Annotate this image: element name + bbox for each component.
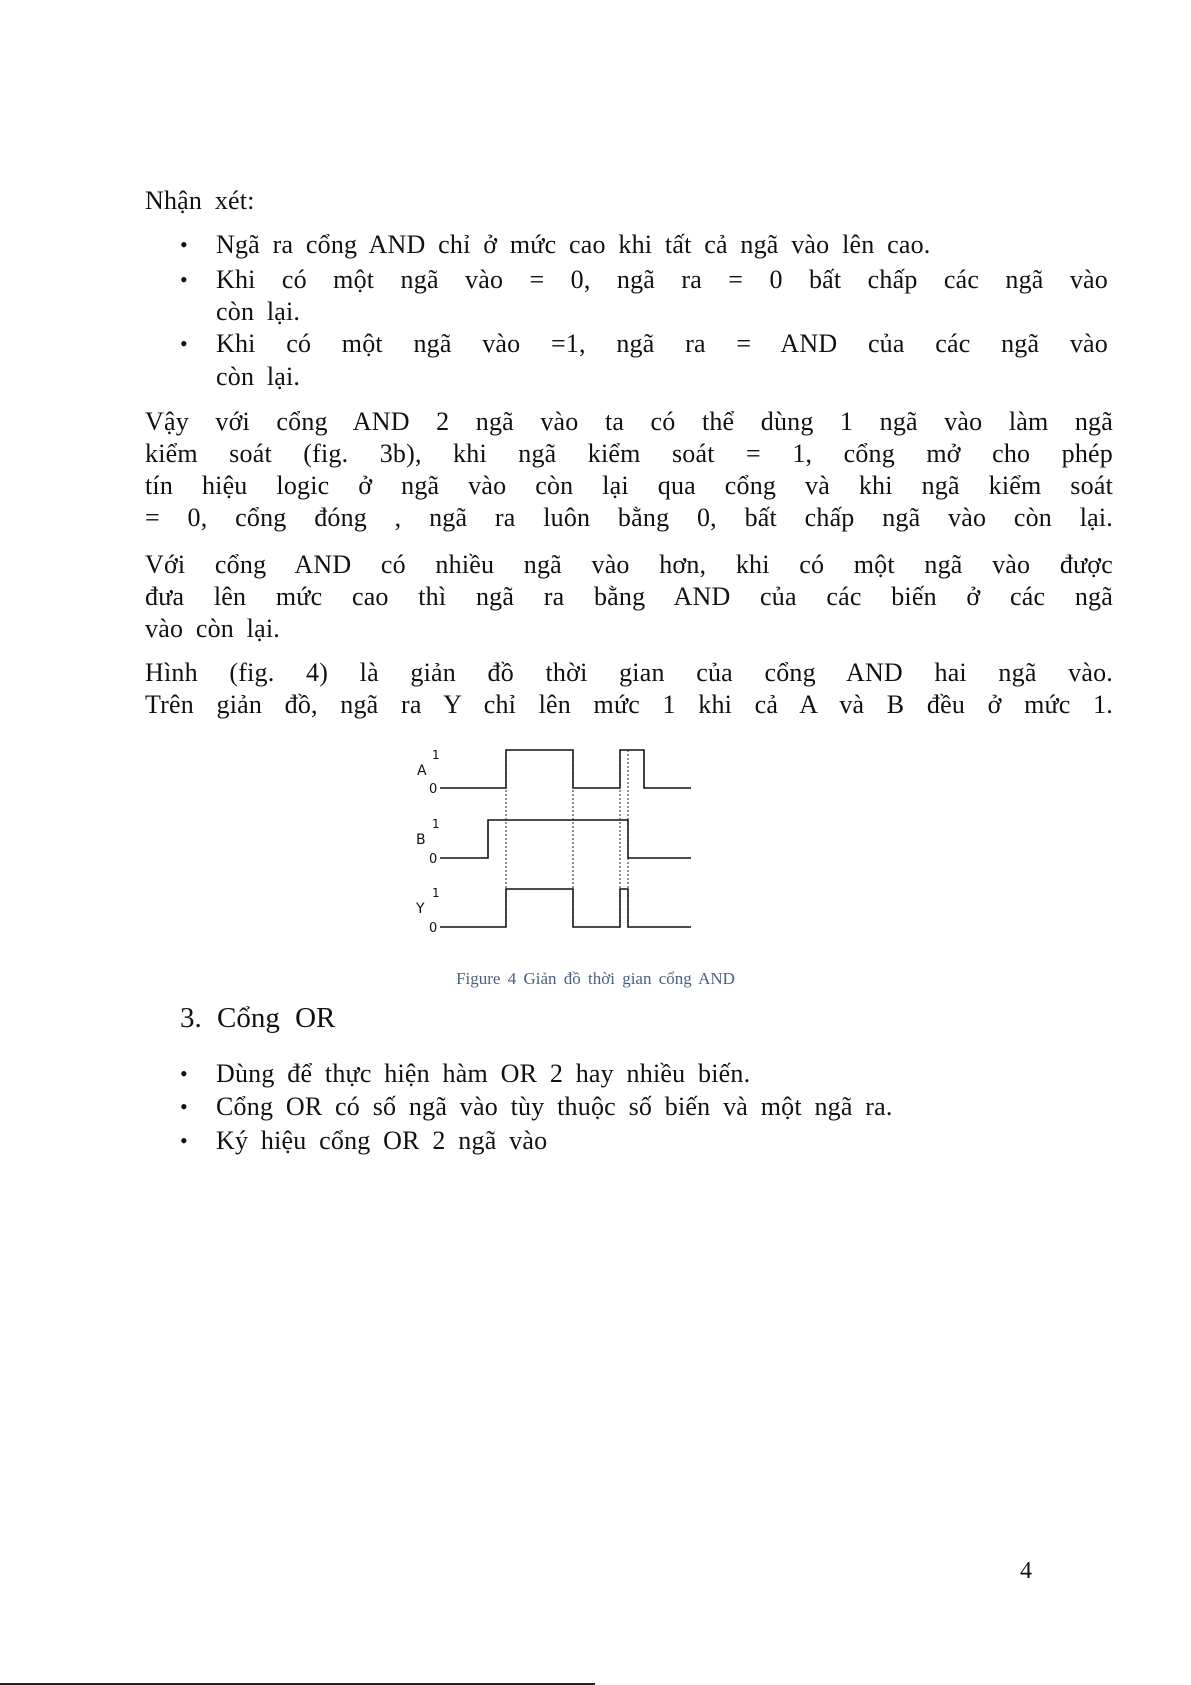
signal-y-low-label: 0 [429, 921, 438, 936]
signal-y-high-label: 1 [432, 886, 440, 900]
bullet-icon: • [180, 331, 188, 356]
paragraph-1-line-3: tín hiệu logic ở ngã vào còn lại qua cổng và khi ngã kiểm soát [145, 471, 1113, 500]
or-bullet-3: Ký hiệu cổng OR 2 ngã vào [216, 1126, 548, 1155]
or-bullet-2: Cổng OR có số ngã vào tùy thuộc số biến và một ngã ra. [216, 1092, 893, 1121]
signal-y-waveform [440, 889, 691, 927]
signal-a-waveform [440, 750, 691, 788]
paragraph-2-line-3: vào còn lại. [145, 614, 280, 643]
page-number: 4 [1020, 1558, 1032, 1584]
and-timing-diagram [405, 736, 705, 941]
remark-3-line-2: còn lại. [216, 362, 301, 391]
signal-b-label: B [416, 832, 426, 848]
bullet-icon: • [180, 1094, 188, 1119]
paragraph-1-line-4: = 0, cổng đóng , ngã ra luôn bằng 0, bất chấp ngã vào còn lại. [145, 503, 1113, 532]
paragraph-3-line-1: Hình (fig. 4) là giản đồ thời gian của cổng AND hai ngã vào. [145, 658, 1113, 687]
paragraph-2-line-1: Với cổng AND có nhiều ngã vào hơn, khi có một ngã vào được [145, 550, 1113, 579]
signal-a-label: A [417, 763, 427, 779]
bullet-icon: • [180, 232, 188, 257]
bullet-icon: • [180, 1128, 188, 1153]
bullet-icon: • [180, 1061, 188, 1086]
signal-a-low-label: 0 [429, 782, 438, 797]
signal-b-high-label: 1 [432, 817, 440, 831]
or-bullet-1: Dùng để thực hiện hàm OR 2 hay nhiều biến. [216, 1059, 751, 1088]
remark-2-line-1: Khi có một ngã vào = 0, ngã ra = 0 bất chấp các ngã vào [216, 265, 1108, 294]
remark-3-line-1: Khi có một ngã vào =1, ngã ra = AND của các ngã vào [216, 329, 1108, 358]
figure-caption: Figure 4 Giản đồ thời gian cổng AND [456, 969, 735, 988]
signal-b-low-label: 0 [429, 852, 438, 867]
remark-heading: Nhận xét: [145, 186, 255, 215]
bullet-icon: • [180, 267, 188, 292]
signal-y-label: Y [416, 901, 425, 917]
signal-b-waveform [440, 820, 691, 858]
paragraph-3-line-2: Trên giản đồ, ngã ra Y chỉ lên mức 1 khi cả A và B đều ở mức 1. [145, 690, 1113, 719]
paragraph-1-line-2: kiểm soát (fig. 3b), khi ngã kiểm soát = 1, cổng mở cho phép [145, 439, 1113, 468]
remark-1: Ngã ra cổng AND chỉ ở mức cao khi tất cả ngã vào lên cao. [216, 230, 931, 259]
timing-guide-lines [506, 750, 628, 927]
paragraph-2-line-2: đưa lên mức cao thì ngã ra bằng AND của các biến ở các ngã [145, 582, 1113, 611]
paragraph-1-line-1: Vậy với cổng AND 2 ngã vào ta có thể dùng 1 ngã vào làm ngã [145, 407, 1113, 436]
remark-2-line-2: còn lại. [216, 297, 301, 326]
signal-a-high-label: 1 [432, 748, 440, 762]
section-heading: 3. Cổng OR [180, 1002, 336, 1034]
